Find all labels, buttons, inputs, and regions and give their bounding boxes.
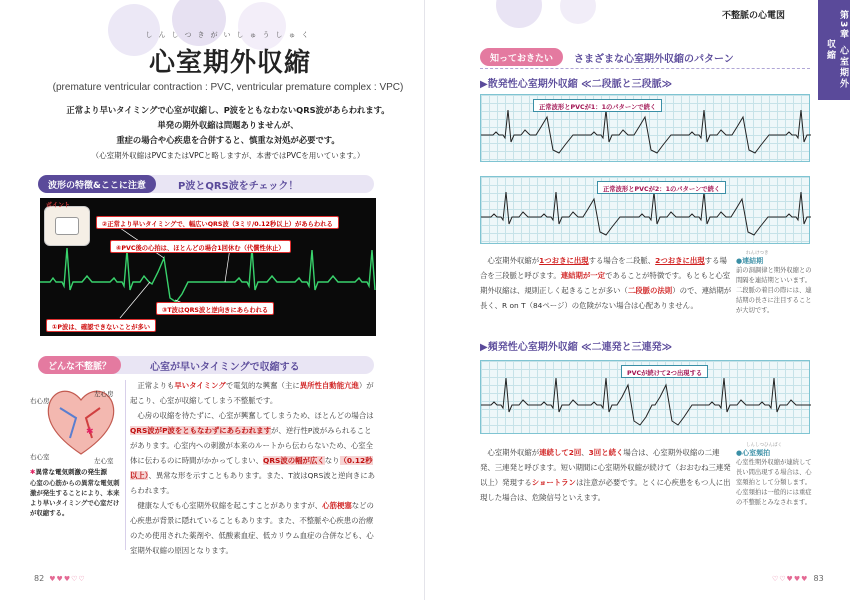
text-run: 心房の収縮を待たずに、心室が興奮してしまうため、ほとんどの場合は — [137, 411, 374, 420]
side2-ruby: しんしつひんぱく — [746, 443, 782, 448]
paragraph-3 — [130, 498, 376, 558]
strip1-label: 正常波形とPVCが1：1のパターンで続く — [533, 99, 662, 112]
know-pill: 知っておきたい — [480, 48, 563, 66]
label-left-atrium: 左心房 — [94, 390, 114, 398]
emphasis-text: 連続して2回 — [539, 448, 582, 457]
text-run: であることが特徴です。もともと心室期外収縮は、規則正しく起きることが多い（ — [480, 271, 731, 295]
section2-text — [480, 445, 732, 505]
emphasis-text: 異所性自動能亢進 — [299, 381, 359, 390]
mascot-face — [55, 217, 79, 235]
left-footer — [34, 566, 86, 585]
text-run: 心室期外収縮が — [487, 256, 540, 265]
legend-text: 異常な電気刺激の発生源 — [35, 468, 107, 476]
text-run: で電気的な興奮（主に — [225, 381, 300, 390]
text-run: ）ので、連結期が長く、R on T（84ページ）の危険がない場合は心配ありません。 — [480, 286, 732, 310]
features-tag: P波とQRS波をチェック！ — [178, 181, 299, 192]
emphasis-text: ショートラン — [531, 478, 576, 487]
section2-heading: ▶頻発性心室期外収縮 ≪二連発と三連発≫ — [480, 342, 673, 353]
heart-caption: 心室の心筋からの異常な電気刺激が発生することにより、本来より早いタイミングで心室だけが収縮する。 — [30, 479, 120, 517]
decor-circle-5 — [560, 0, 596, 24]
severity-hearts-left: ♥♥♥♡♡ — [49, 575, 86, 583]
decor-circle-4 — [496, 0, 542, 28]
intro-line-4: （心室期外収縮はPVCまたはVPCと略しますが、本書ではPVCを用いています。） — [91, 151, 365, 160]
page-gutter — [424, 0, 425, 600]
page-title: 心室期外収縮 — [148, 48, 311, 78]
label-right-atrium: 右心房 — [30, 397, 50, 405]
text-run: なり — [324, 456, 340, 465]
text-run: 健康な人でも心室期外収縮を起こすことがありますが、 — [137, 501, 323, 510]
ecg-annotated-strip — [40, 198, 376, 336]
text-run: する場合を三段脈と呼びます。 — [480, 256, 727, 280]
emphasis-text: 早いタイミング — [174, 381, 226, 390]
section1-text — [480, 253, 732, 313]
severity-hearts-right: ♡♡♥♥♥ — [772, 575, 809, 583]
text-run: 心室期外収縮が — [487, 448, 540, 457]
paragraph-2 — [130, 408, 376, 498]
side1-term: ●連結期 — [736, 257, 764, 265]
legend — [30, 467, 107, 476]
intro-line-3: 重症の場合や心疾患を合併すると、慎重な対処が必要です。 — [116, 135, 340, 145]
side1-text: 前の洞調律と期外収縮との間隔を連結期といいます。二段脈の着目の際には、連結期の長さに注目することが大切です。 — [736, 267, 812, 314]
emphasis-text: 3回と続く — [588, 448, 624, 457]
strip3-label: PVCが続けて2つ出現する — [621, 365, 708, 378]
emphasis-text: QRS波の幅が広く — [263, 456, 325, 465]
section1-heading: ▶散発性心室期外収縮 ≪二段脈と三段脈≫ — [480, 79, 673, 90]
ecg-strip-trigeminy — [480, 176, 810, 244]
emphasis-text: 心筋梗塞 — [322, 501, 352, 510]
emphasis-text: 連結期が一定 — [560, 271, 606, 280]
text-run: などの心疾患が背景に隠れていることもあります。また、不整脈や心疾患の治療のため使用された薬剤や、低酸素血症、低カリウム血症の合併なども、心室期外収縮の原因となります。 — [130, 501, 374, 555]
text-run: ）が起こり、心室が収縮してしまう不整脈です。 — [130, 381, 374, 405]
explanation-text — [130, 378, 376, 558]
chapter-tab: 第3章 心室期外収縮 — [818, 0, 850, 100]
running-header: 不整脈の心電図 — [722, 11, 786, 21]
intro-line-1: 正常より早いタイミングで心室が収縮し、P波をともなわないQRS波があらわれます。 — [66, 105, 390, 115]
text-run: 、異常な形を示すこともあります。また、T波はQRS波と逆向きにあらわれます。 — [130, 471, 375, 495]
ecg-strip-bigeminy — [480, 94, 810, 162]
side2-term: ●心室頻拍 — [736, 449, 771, 457]
english-subtitle: (premature ventricular contraction : PVC, ventricular premature complex : VPC) — [52, 82, 404, 93]
text-run: する場合を二段脈、 — [588, 256, 656, 265]
know-divider — [480, 68, 810, 69]
what-heading: 心室が早いタイミングで収縮する — [150, 362, 300, 373]
emphasis-text: 1つおきに出現 — [539, 256, 589, 265]
callout-p-wave: ①P波は、確認できないことが多い — [46, 319, 156, 332]
page-number-right: 83 — [813, 574, 824, 583]
point-badge: ポイント — [46, 202, 71, 209]
callout-t-wave: ③T波はQRS波と逆向きにあらわれる — [156, 302, 274, 315]
features-pill: 波形の特徴&ここに注意 — [38, 175, 156, 193]
emphasis-text: 2つおきに出現 — [655, 256, 705, 265]
emphasis-text: （0.12秒以上） — [130, 456, 373, 480]
what-pill: どんな不整脈？ — [38, 356, 121, 374]
label-left-ventricle: 左心室 — [94, 457, 114, 465]
intro-text — [38, 103, 418, 163]
right-footer — [772, 566, 824, 585]
text-run: が、逆行性P波がみられることがあります。心室内への刺激が本来のルートから伝わらないため、心室全体に伝わるのに時間がかかってしまい、 — [130, 426, 374, 465]
know-heading: さまざまな心室期外収縮のパターン — [574, 54, 734, 65]
what-divider — [125, 380, 126, 550]
sidebar-vt — [736, 442, 812, 508]
side2-text: 心室性期外収縮が連続して長い間出現する場合は、心室頻拍として分類します。心室頻拍は一般的には重症の不整脈とみなされます。 — [736, 459, 812, 506]
title-ruby: しんしつきがいしゅうしゅく — [145, 31, 315, 39]
intro-line-2: 単発の期外収縮は問題ありませんが、 — [157, 120, 299, 130]
ecg-strip-couplet — [480, 360, 810, 434]
callout-compensatory-pause: ④PVC後の心拍は、ほとんどの場合1回休む（代償性休止） — [110, 240, 291, 253]
emphasis-text: 二段脈の法則 — [627, 286, 673, 295]
page-number-left: 82 — [34, 574, 45, 583]
strip2-label: 正常波形とPVCが2：1のパターンで続く — [597, 181, 726, 194]
paragraph-1 — [130, 378, 376, 408]
label-right-ventricle: 右心室 — [30, 453, 50, 461]
text-run: は注意が必要です。とくに心疾患をもつ人に出現した場合は、危険信号といえます。 — [480, 478, 731, 502]
callout-wide-qrs: ②正常より早いタイミングで、幅広いQRS波（3ミリ/0.12秒以上）があらわれる — [96, 216, 339, 229]
text-run: 場合は、心室期外収縮の二連発、三連発と呼びます。短い期間に心室期外収縮が続けて（おおむね三連発以上）発現する — [480, 448, 731, 487]
nurse-mascot — [44, 206, 90, 246]
legend-mark: ✱ — [30, 468, 36, 476]
emphasis-text: QRS波がP波をともなわずにあらわれます — [130, 426, 271, 435]
text-run: 正常よりも — [137, 381, 175, 390]
sidebar-coupling — [736, 250, 812, 316]
text-run: 、 — [581, 448, 589, 457]
side1-ruby: れんけつき — [746, 251, 769, 256]
svg-text:✱: ✱ — [86, 427, 94, 437]
